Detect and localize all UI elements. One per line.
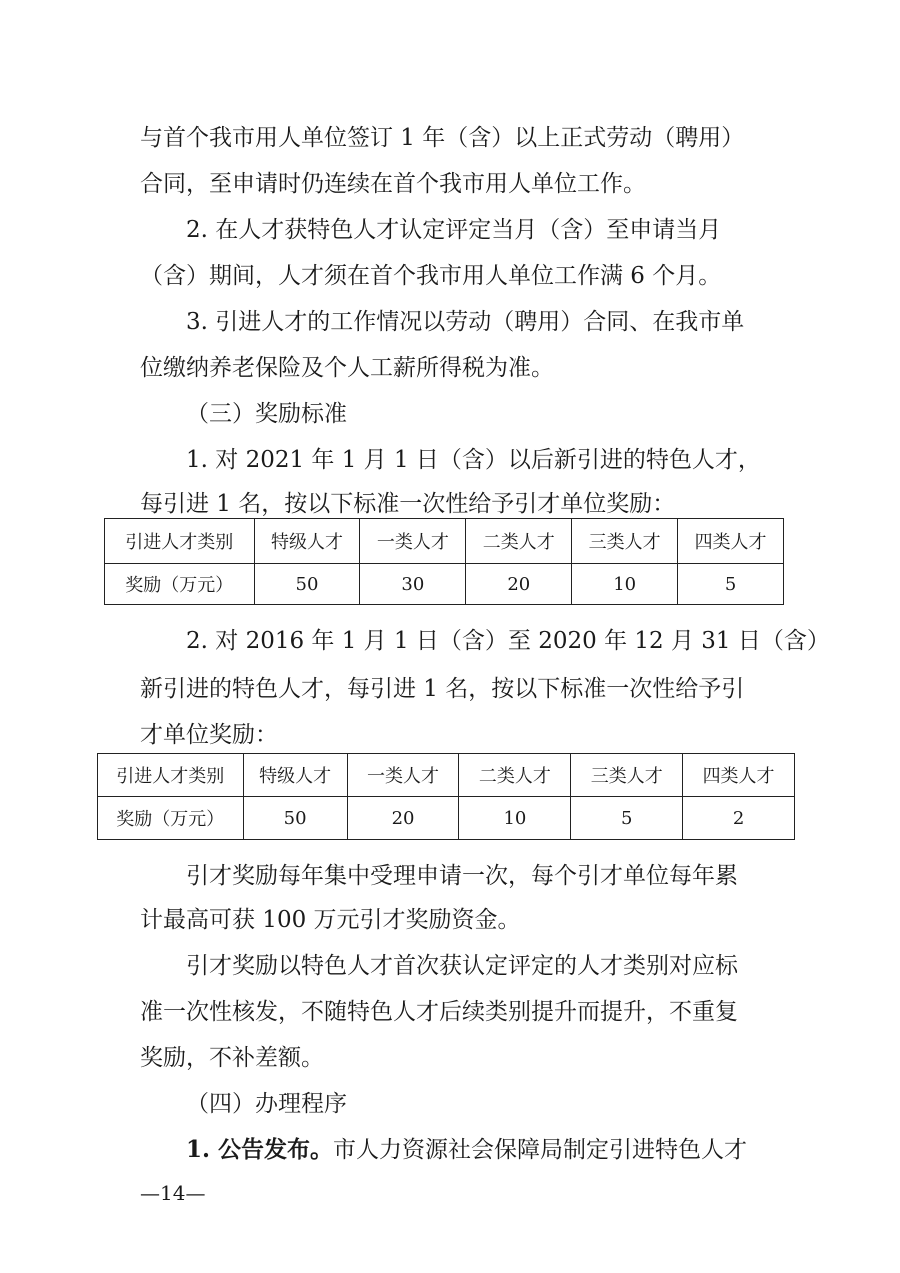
table-header-cell: 四类人才 bbox=[683, 754, 795, 797]
paragraph-line: 才单位奖励： bbox=[140, 722, 278, 748]
table-header-row bbox=[98, 754, 795, 797]
paragraph-line: 准一次性核发，不随特色人才后续类别提升而提升，不重复 bbox=[140, 999, 738, 1025]
table-cell: 20 bbox=[347, 797, 459, 840]
paragraph-line: 3. 引进人才的工作情况以劳动（聘用）合同、在我市单 bbox=[186, 309, 745, 335]
paragraph-line: 引才奖励以特色人才首次获认定评定的人才类别对应标 bbox=[186, 953, 738, 979]
table-header-cell: 一类人才 bbox=[347, 754, 459, 797]
table-header-cell: 二类人才 bbox=[466, 519, 572, 564]
table-header-cell: 三类人才 bbox=[572, 519, 678, 564]
table-header-row bbox=[105, 519, 784, 564]
table-cell: 2 bbox=[683, 797, 795, 840]
section-heading: （四）办理程序 bbox=[186, 1091, 347, 1117]
paragraph-line: 引才奖励每年集中受理申请一次，每个引才单位每年累 bbox=[186, 863, 738, 889]
paragraph-line: 2. 对 2016 年 1 月 1 日（含）至 2020 年 12 月 31 日（含） bbox=[186, 628, 830, 654]
table-header-cell: 特级人才 bbox=[243, 754, 347, 797]
paragraph-line: 与首个我市用人单位签订 1 年（含）以上正式劳动（聘用） bbox=[140, 125, 745, 151]
table-cell: 50 bbox=[243, 797, 347, 840]
table-header-cell: 四类人才 bbox=[678, 519, 784, 564]
paragraph-line bbox=[0, 1135, 900, 1165]
reward-table-2021 bbox=[104, 518, 784, 605]
paragraph-line: 1. 对 2021 年 1 月 1 日（含）以后新引进的特色人才， bbox=[186, 447, 761, 473]
paragraph-line: 合同，至申请时仍连续在首个我市用人单位工作。 bbox=[140, 171, 646, 197]
table-row bbox=[98, 797, 795, 840]
section-heading: （三）奖励标准 bbox=[186, 401, 347, 427]
table-cell: 5 bbox=[571, 797, 683, 840]
table-header-cell: 一类人才 bbox=[360, 519, 466, 564]
table-cell: 10 bbox=[459, 797, 571, 840]
paragraph-line: 新引进的特色人才，每引进 1 名，按以下标准一次性给予引 bbox=[140, 676, 745, 702]
paragraph-line: 奖励，不补差额。 bbox=[140, 1045, 324, 1071]
page-number: —14— bbox=[140, 1181, 206, 1205]
table-cell: 5 bbox=[678, 564, 784, 605]
table-header-cell: 引进人才类别 bbox=[105, 519, 255, 564]
paragraph-line: 位缴纳养老保险及个人工薪所得税为准。 bbox=[140, 355, 554, 381]
table-header-cell: 引进人才类别 bbox=[98, 754, 244, 797]
table-cell: 30 bbox=[360, 564, 466, 605]
bold-lead-text: 1. 公告发布。 bbox=[186, 1136, 334, 1163]
paragraph-line: 每引进 1 名，按以下标准一次性给予引才单位奖励： bbox=[140, 491, 676, 517]
reward-table-2016-2020 bbox=[97, 753, 795, 840]
table-header-cell: 二类人才 bbox=[459, 754, 571, 797]
paragraph-text: 市人力资源社会保障局制定引进特色人才 bbox=[333, 1137, 748, 1163]
table-header-cell: 三类人才 bbox=[571, 754, 683, 797]
paragraph-line: （含）期间，人才须在首个我市用人单位工作满 6 个月。 bbox=[140, 263, 722, 289]
paragraph-line: 2. 在人才获特色人才认定评定当月（含）至申请当月 bbox=[186, 217, 722, 243]
table-cell: 20 bbox=[466, 564, 572, 605]
table-row bbox=[105, 564, 784, 605]
table-header-cell: 特级人才 bbox=[254, 519, 360, 564]
table-cell: 10 bbox=[572, 564, 678, 605]
table-cell: 50 bbox=[254, 564, 360, 605]
paragraph-line: 计最高可获 100 万元引才奖励资金。 bbox=[140, 907, 521, 933]
table-row-label: 奖励（万元） bbox=[105, 564, 255, 605]
table-row-label: 奖励（万元） bbox=[98, 797, 244, 840]
